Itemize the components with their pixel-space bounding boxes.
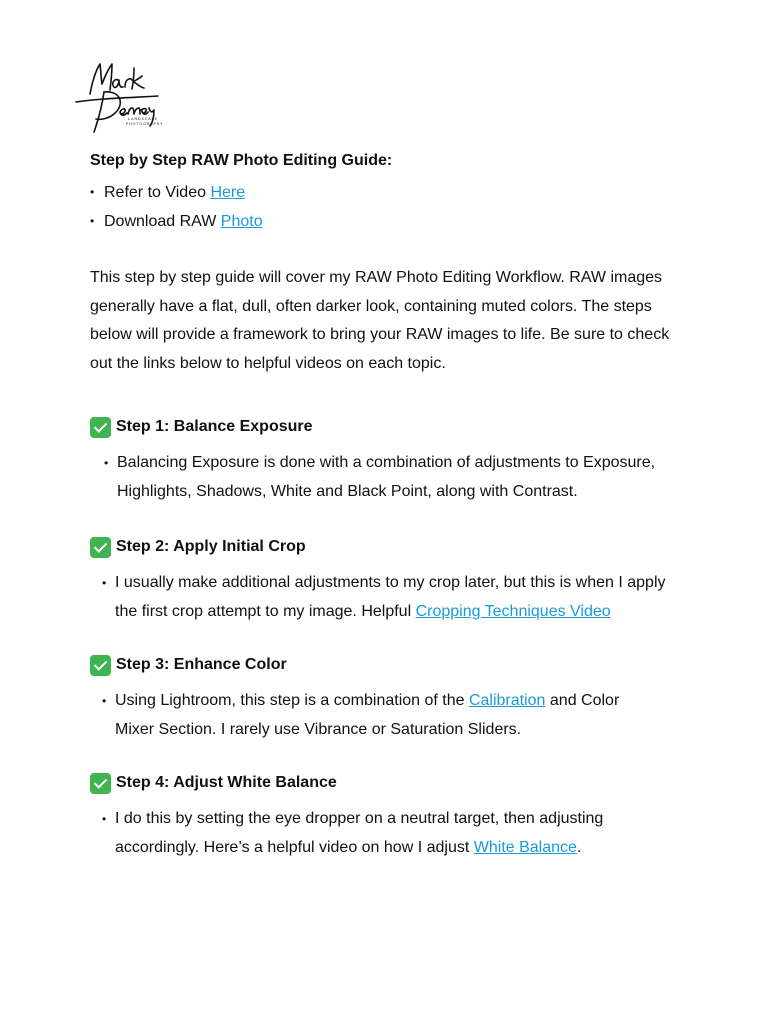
step-4-list — [115, 805, 645, 862]
download-raw-label: Download RAW — [104, 213, 221, 230]
step-1-title: Step 1: Balance Exposure — [116, 418, 313, 435]
step-3-heading — [90, 654, 287, 676]
logo-subtitle-line1: LANDSCAPE — [128, 117, 158, 121]
refer-video-label: Refer to Video — [104, 184, 211, 201]
check-mark-icon — [90, 417, 111, 438]
logo-subtitle-line2: PHOTOGRAPHY — [126, 122, 164, 126]
photo-link[interactable]: Photo — [220, 213, 263, 230]
list-item-refer-video — [90, 178, 263, 207]
step-2-text: I usually make additional adjustments to my crop later, but this is when I apply the first crop attempt to my image. Helpful — [115, 574, 666, 620]
step-1-list — [117, 449, 687, 506]
step-3-text-before: Using Lightroom, this step is a combination of the — [115, 692, 469, 709]
step-2-title: Step 2: Apply Initial Crop — [116, 538, 306, 555]
step-4-heading — [90, 772, 337, 794]
check-mark-icon — [90, 773, 111, 794]
step-3-list — [115, 687, 660, 744]
step-1-heading — [90, 416, 313, 438]
step-4-text-before: I do this by setting the eye dropper on a neutral target, then adjusting accordingly. Here’s a helpful video on how I adjust — [115, 810, 604, 856]
step-3-title: Step 3: Enhance Color — [116, 656, 287, 673]
quick-links-list — [90, 178, 263, 236]
cropping-techniques-video-link[interactable]: Cropping Techniques Video — [415, 602, 611, 620]
check-mark-icon — [90, 655, 111, 676]
check-mark-icon — [90, 537, 111, 558]
step-4-text-after: . — [576, 838, 582, 856]
step-3-text-after: and Color Mixer Section. I rarely use Vibrance or Saturation Sliders. — [115, 692, 620, 738]
calibration-link[interactable]: Calibration — [468, 692, 546, 709]
here-link[interactable]: Here — [210, 184, 246, 201]
intro-paragraph: This step by step guide will cover my RAW Photo Editing Workflow. RAW images generally have a flat, dull, often darker look, containing muted colors. The steps below will provide a framework to bring your RAW images to life. Be sure to check out the links below to helpful videos on each topic. — [90, 269, 670, 373]
step-4-title: Step 4: Adjust White Balance — [116, 774, 337, 791]
mark-denney-logo — [74, 56, 164, 136]
step-4-item — [115, 805, 645, 862]
step-2-heading — [90, 536, 306, 558]
guide-title: Step by Step RAW Photo Editing Guide: — [90, 152, 393, 169]
step-1-text: Balancing Exposure is done with a combination of adjustments to Exposure, Highlights, Shadows, White and Black Point, along with Contrast. — [117, 454, 656, 500]
step-2-list — [115, 569, 687, 626]
step-3-item — [115, 687, 660, 744]
list-item-download-raw — [90, 207, 263, 236]
step-2-item — [115, 569, 687, 626]
white-balance-link[interactable]: White Balance — [473, 838, 577, 856]
step-1-item — [117, 449, 687, 506]
